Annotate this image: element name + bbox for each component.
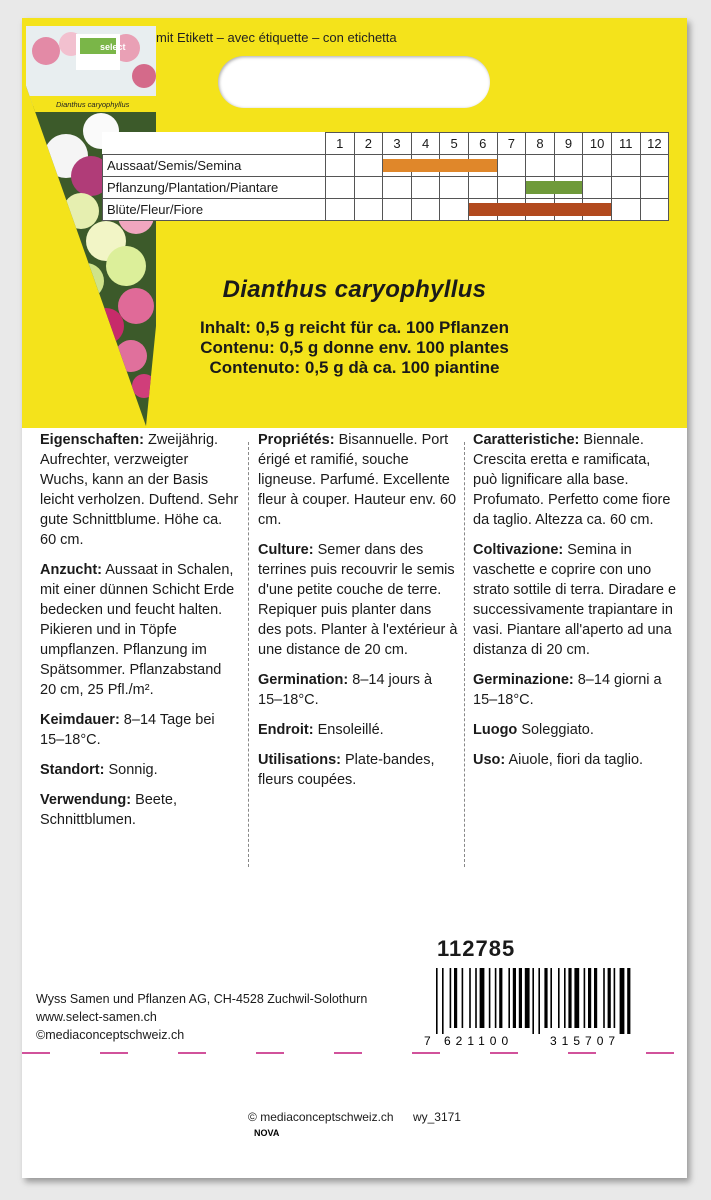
- info-text: 8–14 Tage bei 15–18°C.: [40, 712, 215, 748]
- month-6: 6: [468, 133, 497, 155]
- info-text: Biennale. Crescita eretta e ramificata, può lignificare alla base. Profumato. Perfetto come fiore da taglio. Altezza ca. 60 cm.: [473, 432, 671, 528]
- barcode-left-digits: 621100: [444, 1034, 514, 1048]
- month-11: 11: [611, 133, 640, 155]
- calendar-bar-segment: [497, 203, 527, 216]
- info-paragraph: [40, 430, 240, 550]
- fold-line: [22, 1052, 687, 1054]
- calendar-row-sowing: [103, 155, 669, 177]
- footer-copyright: © mediaconceptschweiz.ch: [248, 1110, 394, 1124]
- info-text: Zweijährig. Aufrechter, verzweigter Wuchs, kann an der Basis leicht verholzen. Duftend. Sehr gute Schnittblume. Höhe ca. 60 cm.: [40, 432, 239, 548]
- month-8: 8: [526, 133, 555, 155]
- info-paragraph: [258, 430, 458, 530]
- label-info: mit Etikett – avec étiquette – con etichetta: [156, 30, 397, 45]
- barcode-right-digits: 315707: [550, 1034, 621, 1048]
- info-text: 8–14 jours à 15–18°C.: [258, 672, 433, 708]
- barcode-bar: [480, 968, 485, 1028]
- company-info: [36, 990, 367, 1044]
- info-heading: Culture:: [258, 542, 314, 558]
- barcode: [422, 968, 662, 1048]
- info-text: Aiuole, fiori da taglio.: [505, 752, 644, 768]
- barcode-first-digit: 7: [424, 1034, 431, 1048]
- barcode-bar: [469, 968, 471, 1028]
- barcode-bar: [450, 968, 452, 1028]
- info-text: Ensoleillé.: [313, 722, 384, 738]
- info-heading: Germination:: [258, 672, 349, 688]
- calendar-bar-segment: [554, 181, 583, 194]
- info-heading: Standort:: [40, 762, 105, 778]
- month-7: 7: [497, 133, 526, 155]
- barcode-bar: [462, 968, 464, 1028]
- info-paragraph: [258, 540, 458, 660]
- company-copyright: ©mediaconceptschweiz.ch: [36, 1028, 185, 1042]
- info-text: Sonnig.: [104, 762, 158, 778]
- column-italian: [473, 430, 678, 780]
- barcode-bar: [614, 968, 616, 1028]
- hang-hole: [218, 56, 490, 108]
- info-heading: Uso:: [473, 752, 506, 768]
- company-website: www.select-samen.ch: [36, 1010, 157, 1024]
- info-heading: Anzucht:: [40, 562, 103, 578]
- calendar-bar-segment: [411, 159, 441, 172]
- month-9: 9: [554, 133, 583, 155]
- info-paragraph: [473, 750, 678, 770]
- content-info: [22, 318, 687, 378]
- info-paragraph: [40, 710, 240, 750]
- info-paragraph: [40, 760, 240, 780]
- yellow-header: [22, 18, 687, 428]
- info-heading: Caratteristiche:: [473, 432, 580, 448]
- barcode-bar: [513, 968, 516, 1028]
- info-heading: Eigenschaften:: [40, 432, 144, 448]
- calendar-bar-segment: [525, 203, 555, 216]
- barcode-bar: [564, 968, 566, 1028]
- sowing-calendar: [102, 132, 669, 221]
- plant-title: Dianthus caryophyllus: [222, 276, 487, 303]
- barcode-bar: [568, 968, 571, 1028]
- info-paragraph: [40, 790, 240, 830]
- barcode-bar: [475, 968, 477, 1028]
- info-heading: Endroit:: [258, 722, 314, 738]
- calendar-bar-segment: [468, 159, 497, 172]
- calendar-row-flowering: [103, 199, 669, 221]
- info-heading: Propriétés:: [258, 432, 335, 448]
- calendar-bar-segment: [439, 159, 469, 172]
- barcode-bar: [519, 968, 522, 1028]
- info-paragraph: [473, 670, 678, 710]
- column-divider: [248, 442, 249, 867]
- month-2: 2: [354, 133, 383, 155]
- info-heading: Coltivazione:: [473, 542, 564, 558]
- barcode-bar: [584, 968, 586, 1028]
- barcode-bar: [499, 968, 502, 1028]
- barcode-bar: [544, 968, 547, 1028]
- barcode-bar: [454, 968, 457, 1028]
- info-paragraph: [40, 560, 240, 700]
- barcode-bar: [603, 968, 605, 1028]
- calendar-bar-segment: [469, 203, 498, 216]
- info-text: 8–14 giorni a 15–18°C.: [473, 672, 662, 708]
- row-label: Blüte/Fleur/Fiore: [103, 199, 326, 221]
- info-text: Beete, Schnittblumen.: [40, 792, 177, 828]
- footer: [22, 1110, 687, 1124]
- month-5: 5: [440, 133, 469, 155]
- barcode-bar: [489, 968, 491, 1028]
- calendar-bar-segment: [526, 181, 555, 194]
- info-text: Semina in vaschette e coprire con uno strato sottile di terra. Diradare e successivamente trapiantare in vasi. Piantare all'aperto ad una distanza di 20 cm.: [473, 542, 677, 658]
- tag-brand: select: [100, 42, 126, 52]
- info-paragraph: [473, 540, 678, 660]
- info-paragraph: [473, 720, 678, 740]
- info-paragraph: [258, 670, 458, 710]
- column-french: [258, 430, 458, 800]
- content-fr: Contenu: 0,5 g donne env. 100 plantes: [200, 338, 509, 357]
- barcode-bar: [608, 968, 611, 1028]
- calendar-row-planting: [103, 177, 669, 199]
- info-heading: Luogo: [473, 722, 518, 738]
- barcode-bar: [532, 968, 534, 1034]
- info-heading: Utilisations:: [258, 752, 341, 768]
- seed-packet-back: [22, 18, 687, 1178]
- info-heading: Verwendung:: [40, 792, 132, 808]
- info-text: Soleggiato.: [517, 722, 594, 738]
- barcode-bar: [574, 968, 579, 1028]
- month-4: 4: [411, 133, 440, 155]
- barcode-bar: [495, 968, 497, 1028]
- column-german: [40, 430, 240, 840]
- info-paragraph: [473, 430, 678, 530]
- barcode-bar: [620, 968, 625, 1034]
- printer-logo: NOVA: [254, 1128, 280, 1138]
- info-text: Bisannuelle. Port érigé et ramifié, souche ligneuse. Parfumé. Excellente fleur à couper. Hauteur env. 60 cm.: [258, 432, 457, 528]
- row-label: Aussaat/Semis/Semina: [103, 155, 326, 177]
- content-it: Contenuto: 0,5 g dà ca. 100 piantine: [209, 358, 500, 377]
- info-heading: Keimdauer:: [40, 712, 120, 728]
- barcode-bar: [525, 968, 530, 1028]
- info-paragraph: [258, 720, 458, 740]
- info-heading: Germinazione:: [473, 672, 574, 688]
- info-text: Plate-bandes, fleurs coupées.: [258, 752, 435, 788]
- barcode-bar: [558, 968, 560, 1028]
- barcode-bar: [508, 968, 510, 1028]
- barcode-bar: [588, 968, 591, 1028]
- barcode-bar: [442, 968, 444, 1034]
- barcode-bar: [627, 968, 630, 1034]
- calendar-bar-segment: [554, 203, 584, 216]
- month-12: 12: [640, 133, 669, 155]
- row-label: Pflanzung/Plantation/Piantare: [103, 177, 326, 199]
- tag-plant-name: Dianthus caryophyllus: [56, 100, 130, 109]
- barcode-bar: [594, 968, 597, 1028]
- month-3: 3: [383, 133, 412, 155]
- month-10: 10: [583, 133, 612, 155]
- description-columns: [32, 430, 682, 870]
- column-divider: [464, 442, 465, 867]
- info-text: Aussaat in Schalen, mit einer dünnen Schicht Erde bedecken und feucht halten. Pikieren und in Töpfe umpflanzen. Pflanzung im Spätsommer. Pflanzabstand 20 cm, 25 Pfl./m².: [40, 562, 235, 698]
- company-name: Wyss Samen und Pflanzen AG, CH-4528 Zuchwil-Solothurn: [36, 992, 368, 1006]
- calendar-bar-segment: [582, 203, 611, 216]
- footer-code: wy_3171: [412, 1110, 461, 1124]
- barcode-bar: [538, 968, 540, 1034]
- month-1: 1: [326, 133, 355, 155]
- barcode-bar: [436, 968, 438, 1034]
- info-paragraph: [258, 750, 458, 790]
- info-text: Semer dans des terrines puis recouvrir le semis d'une petite couche de terre. Repiquer puis planter dans des pots. Planter à l'extérieur à une distance de 20 cm.: [258, 542, 458, 658]
- article-number: 112785: [437, 936, 516, 961]
- barcode-bar: [550, 968, 552, 1028]
- calendar-bar-segment: [383, 159, 412, 172]
- content-de: Inhalt: 0,5 g reicht für ca. 100 Pflanzen: [200, 318, 509, 337]
